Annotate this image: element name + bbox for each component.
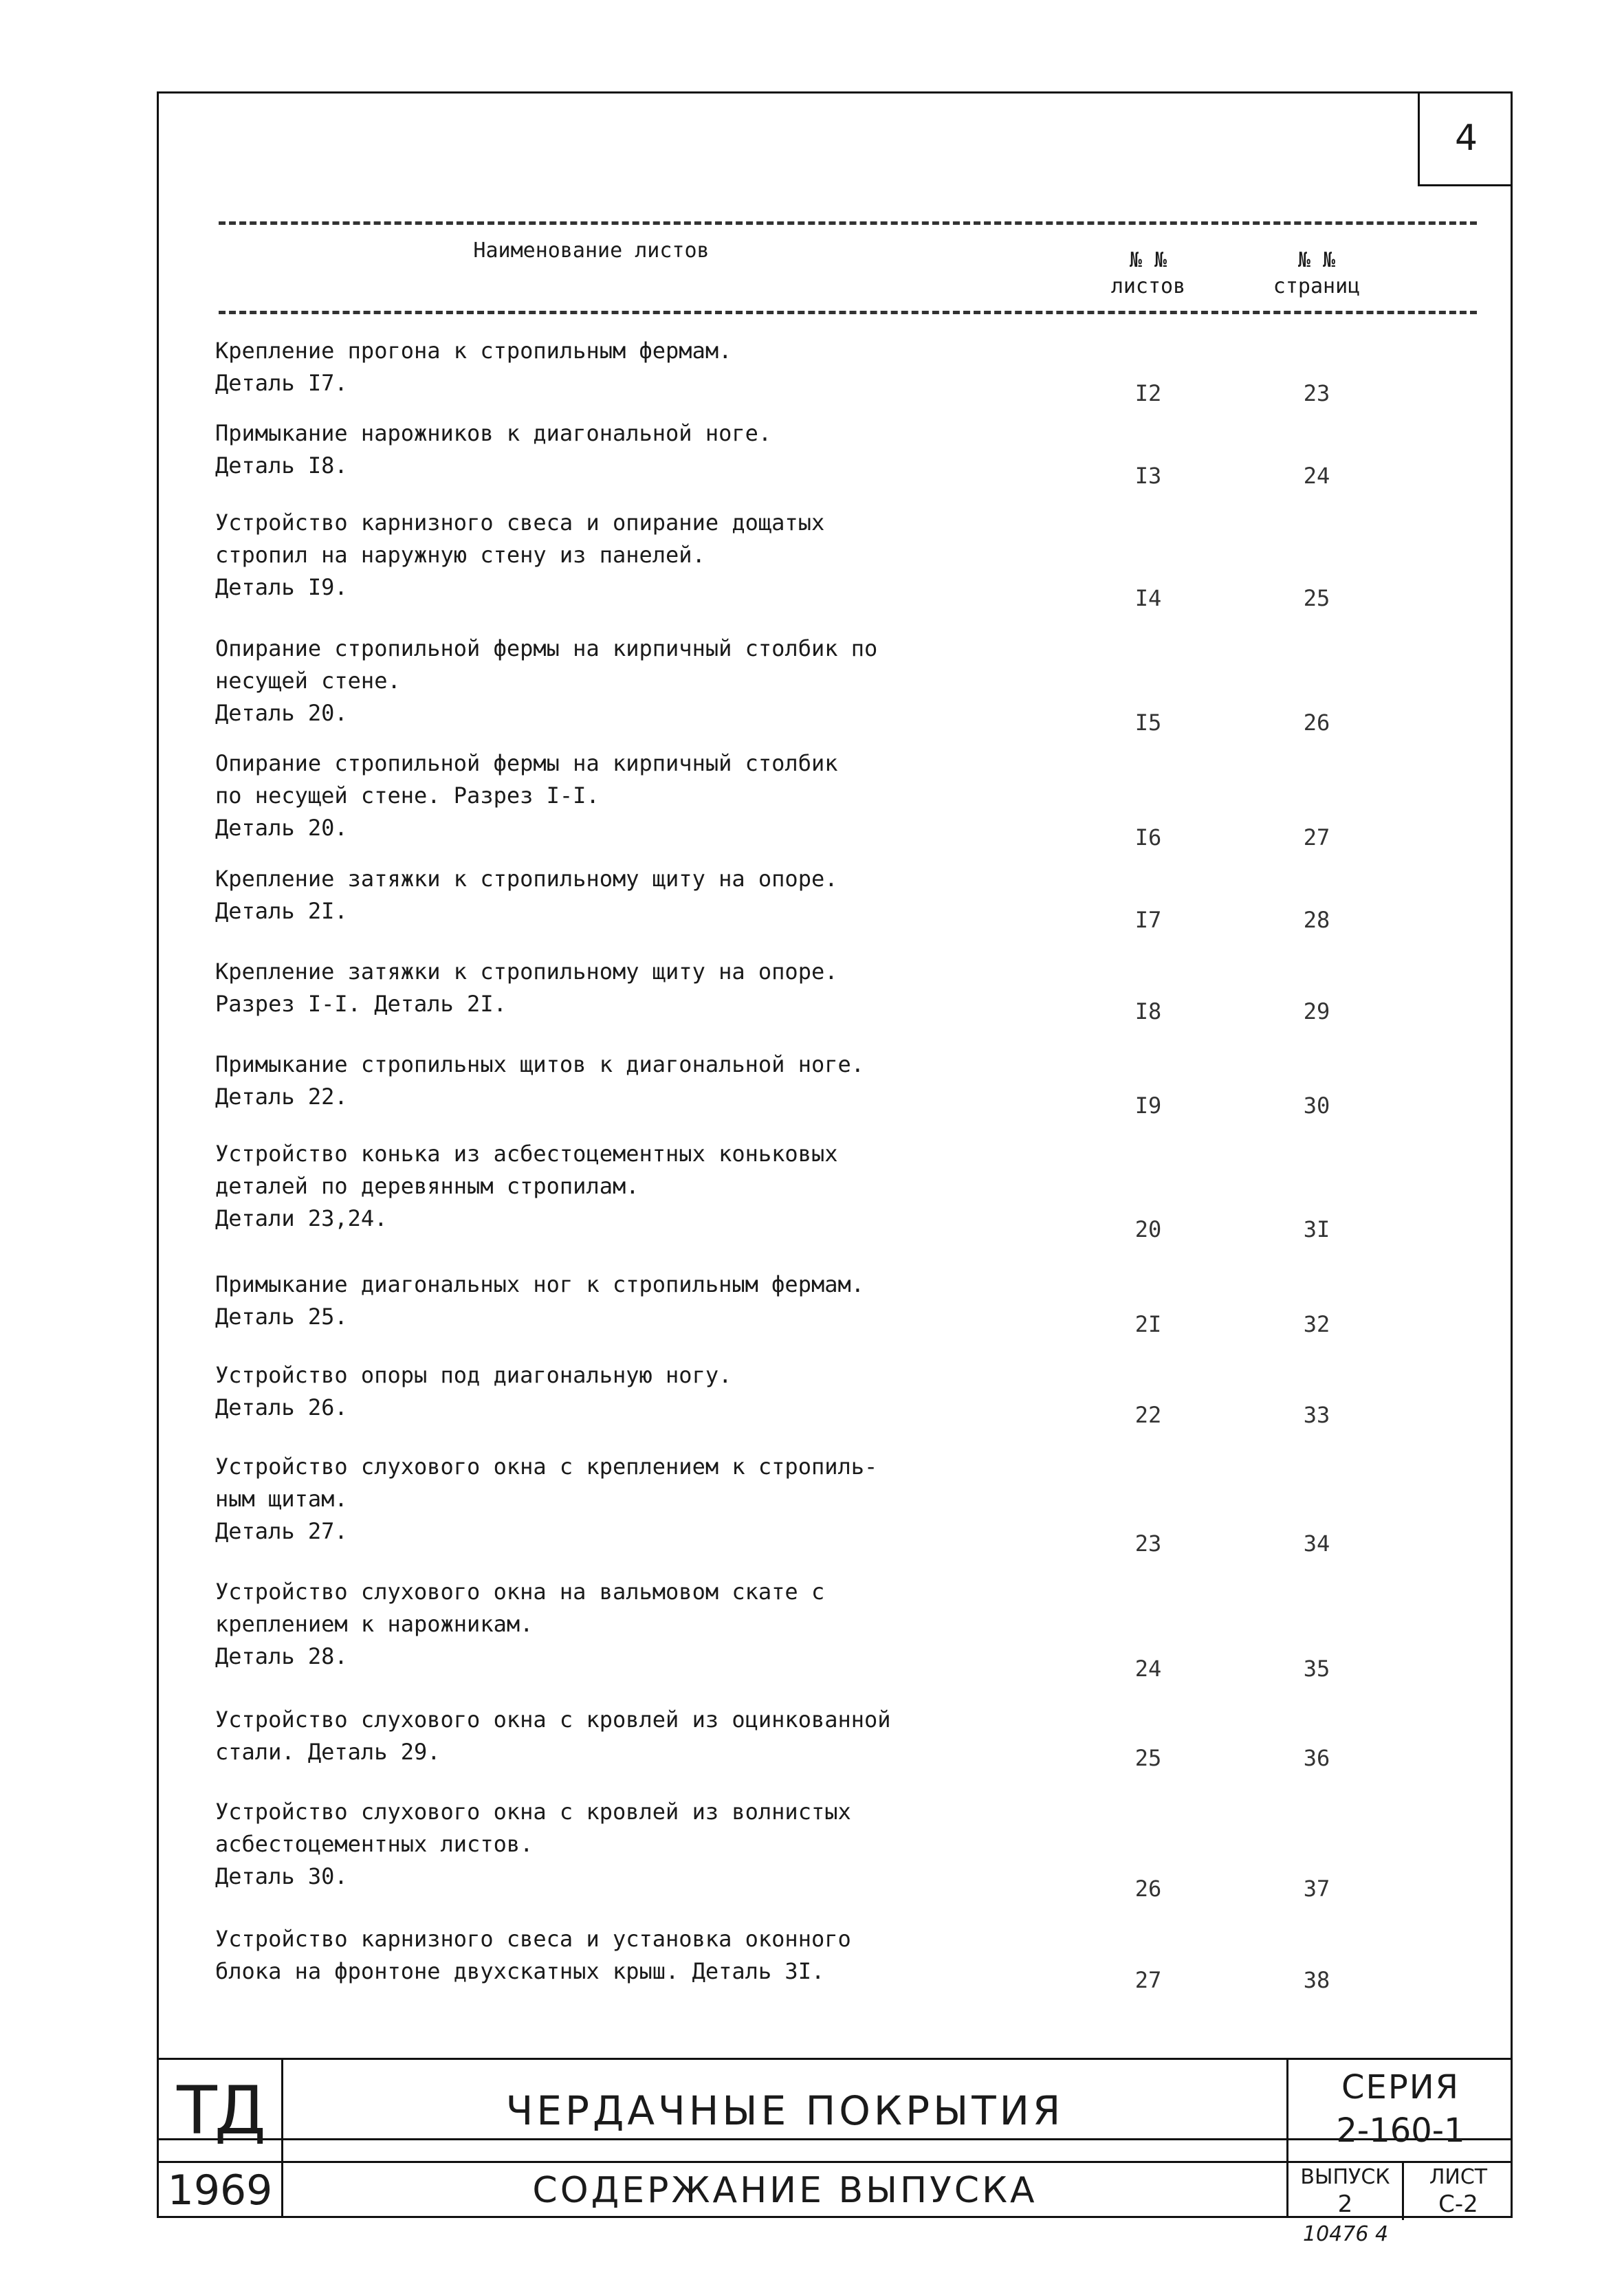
row-page-number: 34 — [1303, 1530, 1330, 1557]
row-page-number: 38 — [1303, 1967, 1330, 1993]
row-sheet-number: 27 — [1134, 1967, 1162, 1993]
sheet-label: ЛИСТ — [1429, 2165, 1488, 2189]
issue-label: ВЫПУСК — [1300, 2165, 1390, 2189]
row-title: Устройство слухового окна с кровлей из оцинкованной стали. Деталь 29. — [215, 1706, 891, 1765]
row-page-number: 24 — [1303, 463, 1330, 489]
row-title: Примыкание стропильных щитов к диагональной ноге. Деталь 22. — [215, 1051, 865, 1110]
row-sheet-number: 20 — [1134, 1216, 1162, 1242]
row-sheet-number: I3 — [1134, 463, 1162, 489]
sheet-value: С-2 — [1438, 2190, 1478, 2218]
header-sheets-column: № № листов — [1110, 248, 1186, 298]
row-page-number: 36 — [1303, 1745, 1330, 1771]
row-title: Опирание стропильной фермы на кирпичный столбик по несущей стене. Разрез I-I. Деталь 20. — [215, 750, 838, 841]
header-rule-top — [219, 221, 1477, 225]
row-page-number: 37 — [1303, 1876, 1330, 1902]
row-page-number: 29 — [1303, 998, 1330, 1024]
row-title: Опирание стропильной фермы на кирпичный столбик по несущей стене. Деталь 20. — [215, 635, 878, 726]
row-page-number: 33 — [1303, 1402, 1330, 1428]
row-title: Устройство слухового окна с кровлей из волнистых асбестоцементных листов. Деталь 30. — [215, 1799, 851, 1889]
row-title: Примыкание нарожников к диагональной ноге. Деталь I8. — [215, 420, 772, 479]
header-pages-column: № № страниц — [1273, 248, 1361, 298]
row-sheet-number: I9 — [1134, 1092, 1162, 1119]
row-page-number: 23 — [1303, 380, 1330, 406]
row-title: Крепление затяжки к стропильному щиту на опоре. Деталь 2I. — [215, 866, 838, 924]
row-title: Примыкание диагональных ног к стропильным фермам. Деталь 25. — [215, 1271, 865, 1330]
row-sheet-number: I7 — [1134, 907, 1162, 933]
issue-value: 2 — [1337, 2190, 1353, 2218]
page-number: 4 — [1418, 91, 1513, 186]
organization-mark: ТД — [177, 2072, 263, 2149]
document-subtitle: СОДЕРЖАНИЕ ВЫПУСКА — [532, 2170, 1038, 2211]
row-page-number: 3I — [1303, 1216, 1330, 1242]
series-value: 2-160-1 — [1336, 2111, 1465, 2150]
inventory-number: 10476 4 — [1303, 2222, 1389, 2246]
row-page-number: 25 — [1303, 585, 1330, 611]
document-title: ЧЕРДАЧНЫЕ ПОКРЫТИЯ — [505, 2087, 1064, 2134]
row-page-number: 32 — [1303, 1311, 1330, 1337]
row-title: Устройство карнизного свеса и установка оконного блока на фронтоне двухскатных крыш. Деталь 3I. — [215, 1926, 851, 1984]
row-title: Устройство карнизного свеса и опирание дощатых стропил на наружную стену из панелей. Деталь I9. — [215, 509, 825, 600]
row-title: Устройство опоры под диагональную ногу. Деталь 26. — [215, 1362, 732, 1420]
title-block — [157, 2058, 1513, 2218]
row-sheet-number: 22 — [1134, 1402, 1162, 1428]
row-title: Устройство слухового окна с креплением к стропиль- ным щитам. Деталь 27. — [215, 1453, 878, 1544]
row-sheet-number: I5 — [1134, 710, 1162, 736]
row-title: Крепление затяжки к стропильному щиту на опоре. Разрез I-I. Деталь 2I. — [215, 958, 838, 1017]
row-title: Устройство конька из асбестоцементных коньковых деталей по деревянным стропилам. Детали 23,24. — [215, 1141, 838, 1231]
header-name-column: Наименование листов — [473, 239, 710, 263]
row-sheet-number: 23 — [1134, 1530, 1162, 1557]
year: 1969 — [167, 2166, 273, 2215]
row-page-number: 30 — [1303, 1092, 1330, 1119]
series-label: СЕРИЯ — [1341, 2068, 1460, 2107]
row-page-number: 28 — [1303, 907, 1330, 933]
row-page-number: 27 — [1303, 824, 1330, 850]
row-sheet-number: 2I — [1134, 1311, 1162, 1337]
row-sheet-number: I6 — [1134, 824, 1162, 850]
row-page-number: 35 — [1303, 1656, 1330, 1682]
row-title: Устройство слухового окна на вальмовом скате с креплением к нарожникам. Деталь 28. — [215, 1579, 825, 1669]
header-rule-bottom — [219, 311, 1477, 314]
row-sheet-number: I8 — [1134, 998, 1162, 1024]
row-sheet-number: I4 — [1134, 585, 1162, 611]
row-page-number: 26 — [1303, 710, 1330, 736]
row-sheet-number: 24 — [1134, 1656, 1162, 1682]
row-title: Крепление прогона к стропильным фермам. Деталь I7. — [215, 338, 732, 396]
row-sheet-number: I2 — [1134, 380, 1162, 406]
row-sheet-number: 25 — [1134, 1745, 1162, 1771]
row-sheet-number: 26 — [1134, 1876, 1162, 1902]
